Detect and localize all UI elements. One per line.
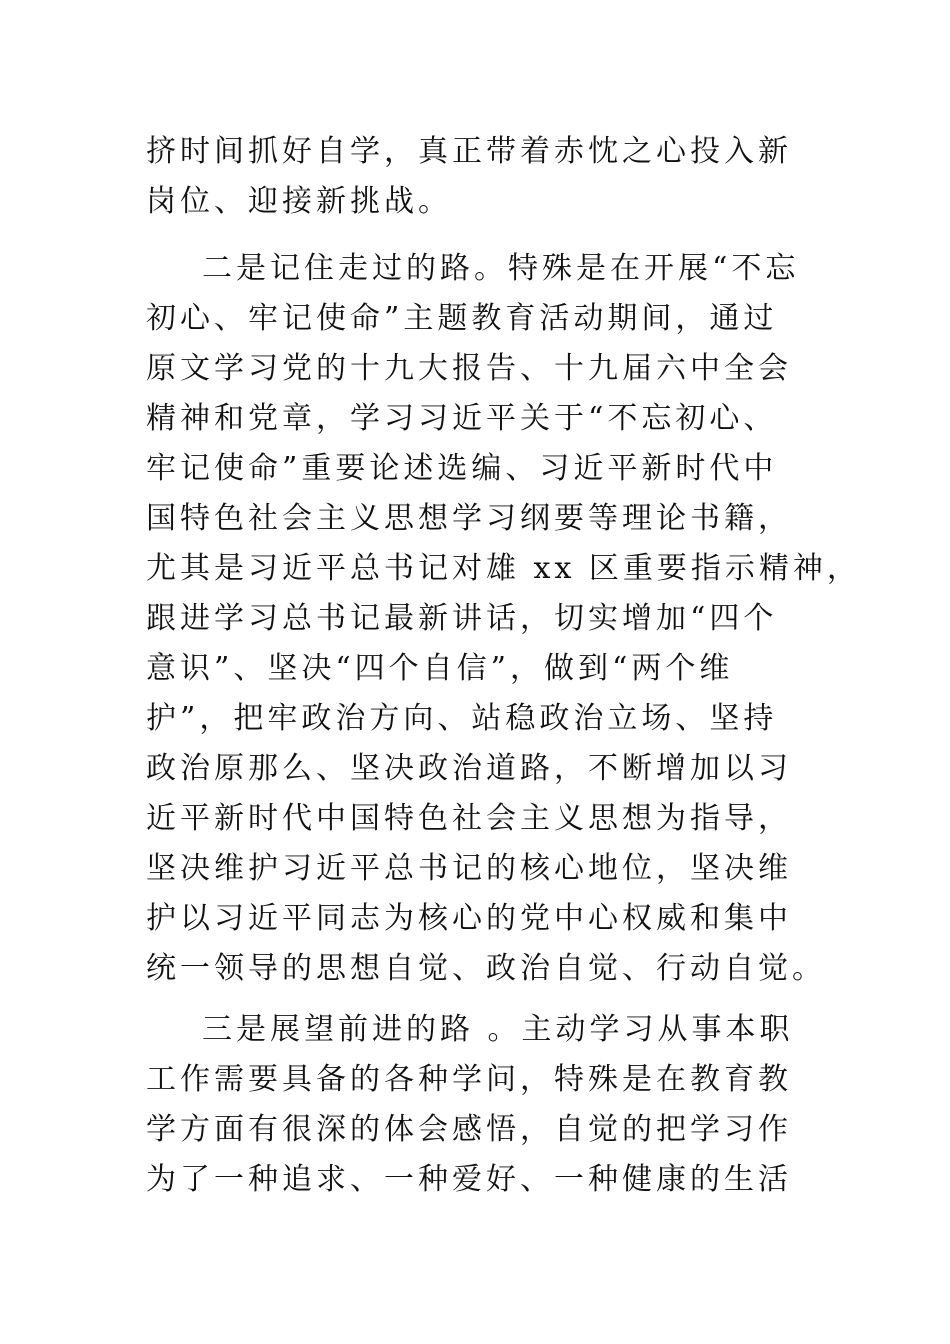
paragraph-line: 护以习近平同志为核心的党中心权威和集中 <box>146 901 792 936</box>
paragraph-line: 政治原那么、坚决政治道路，不断增加以习 <box>146 751 792 786</box>
paragraph-line: 跟进学习总书记最新讲话，切实增加“四个 <box>146 601 778 636</box>
paragraph-1 <box>146 127 810 227</box>
paragraph-line: 国特色社会主义思想学习纲要等理论书籍， <box>146 501 792 536</box>
paragraph-line: 近平新时代中国特色社会主义思想为指导， <box>146 801 792 836</box>
paragraph-line: 初心、牢记使命”主题教育活动期间，通过 <box>146 301 778 336</box>
paragraph-line: 护”，把牢政治方向、站稳政治立场、坚持 <box>146 701 778 736</box>
paragraph-line: 工作需要具备的各种学问，特殊是在教育教 <box>146 1062 792 1097</box>
paragraph-line: 统一领导的思想自觉、政治自觉、行动自觉。 <box>146 951 826 986</box>
paragraph-line: 挤时间抓好自学，真正带着赤忱之心投入新 <box>146 134 792 169</box>
paragraph-line: 牢记使命”重要论述选编、习近平新时代中 <box>146 451 778 486</box>
paragraph-line: 尤其是习近平总书记对雄 xx 区重要指示精神， <box>146 551 861 586</box>
paragraph-line: 坚决维护习近平总书记的核心地位，坚决维 <box>146 851 792 886</box>
paragraph-line: 精神和党章，学习习近平关于“不忘初心、 <box>146 401 778 436</box>
paragraph-line: 岗位、迎接新挑战。 <box>146 184 452 219</box>
paragraph-line: 三是展望前进的路 。主动学习从事本职 <box>202 1012 794 1047</box>
paragraph-line: 二是记住走过的路。特殊是在开展“不忘 <box>202 251 800 286</box>
paragraph-2 <box>146 244 861 994</box>
paragraph-3 <box>146 1005 810 1205</box>
paragraph-line: 原文学习党的十九大报告、十九届六中全会 <box>146 351 792 386</box>
paragraph-line: 学方面有很深的体会感悟，自觉的把学习作 <box>146 1112 792 1147</box>
paragraph-line: 为了一种追求、一种爱好、一种健康的生活 <box>146 1162 792 1197</box>
paragraph-line: 意识”、坚决“四个自信”，做到“两个维 <box>146 651 734 686</box>
